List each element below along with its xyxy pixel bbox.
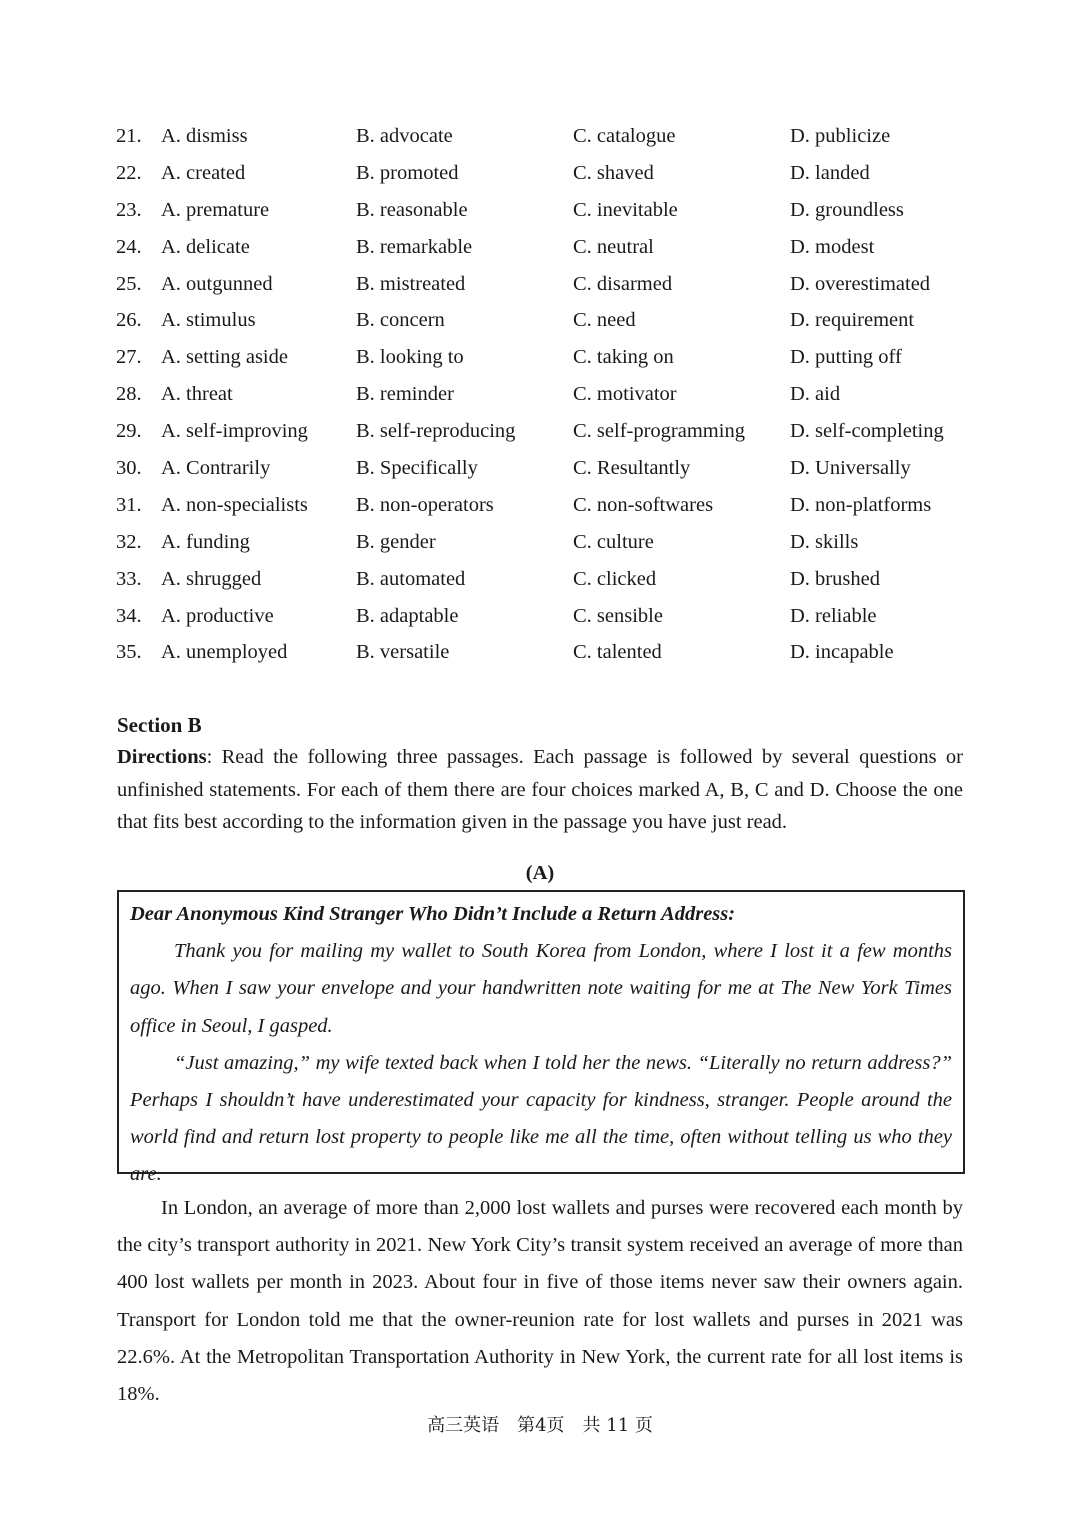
option-a: A. created: [161, 161, 246, 184]
option-d: D. groundless: [790, 198, 904, 221]
question-number: 23.: [116, 198, 142, 221]
option-b: B. looking to: [356, 346, 464, 369]
option-b: B. versatile: [356, 641, 450, 664]
option-b: B. reasonable: [356, 198, 468, 221]
question-number: 32.: [116, 530, 142, 553]
option-a: A. unemployed: [161, 641, 288, 664]
choice-row: [116, 634, 976, 671]
option-c: C. self-programming: [573, 420, 745, 443]
choice-row: [116, 376, 976, 413]
option-b: B. automated: [356, 567, 466, 590]
option-d: D. brushed: [790, 567, 880, 590]
body-paragraph-1: In London, an average of more than 2,000 lost wallets and purses were recovered each month by the city’s transport authority in 2021. New York City’s transit system received an average of more than 400 lost wallets per month in 2023. About four in five of those items never saw their owners again. Transport for London told me that the owner-reunion rate for lost wallets and purses in 2021 was 22.6%. At the Metropolitan Transportation Authority in New York, the current rate for all lost items is 18%.: [117, 1197, 963, 1406]
option-c: C. inevitable: [573, 198, 678, 221]
choice-row: [116, 118, 976, 155]
option-d: D. landed: [790, 161, 870, 184]
choice-row: [116, 155, 976, 192]
choice-row: [116, 192, 976, 229]
option-c: C. catalogue: [573, 125, 676, 147]
option-c: C. culture: [573, 530, 654, 553]
question-number: 35.: [116, 641, 142, 664]
option-d: D. non-platforms: [790, 493, 932, 516]
choice-row: [116, 524, 976, 561]
option-b: B. adaptable: [356, 604, 459, 627]
option-d: D. requirement: [790, 309, 915, 332]
choice-row: [116, 413, 976, 450]
option-d: D. publicize: [790, 125, 891, 147]
option-c: C. need: [573, 309, 636, 332]
option-a: A. dismiss: [161, 125, 248, 147]
option-d: D. incapable: [790, 641, 894, 664]
option-c: C. motivator: [573, 383, 677, 406]
option-b: B. mistreated: [356, 272, 466, 295]
choice-row: [116, 598, 976, 635]
option-a: A. premature: [161, 198, 270, 221]
option-a: A. setting aside: [161, 346, 288, 369]
letter-paragraph-2: “Just amazing,” my wife texted back when I told her the news. “Literally no return address?” Perhaps I shouldn’t have underestimated your capacity for kindness, stranger. People around the world find and return lost property to people like me all the time, often without telling us who they are.: [130, 1051, 952, 1186]
question-number: 28.: [116, 383, 142, 406]
option-c: C. clicked: [573, 567, 657, 590]
option-d: D. aid: [790, 383, 841, 406]
option-a: A. shrugged: [161, 567, 262, 590]
option-b: B. gender: [356, 530, 436, 553]
question-number: 33.: [116, 567, 142, 590]
option-a: A. Contrarily: [161, 457, 271, 480]
option-b: B. concern: [356, 309, 445, 332]
choice-row: [116, 302, 976, 339]
option-b: B. non-operators: [356, 493, 494, 516]
option-c: C. sensible: [573, 604, 663, 627]
passage-label: (A): [525, 862, 555, 884]
question-number: 27.: [116, 346, 142, 369]
option-d: D. self-completing: [790, 420, 944, 443]
question-number: 25.: [116, 272, 142, 295]
choice-row: [116, 561, 976, 598]
option-b: B. remarkable: [356, 235, 473, 258]
option-b: B. Specifically: [356, 457, 478, 480]
question-number: 34.: [116, 604, 142, 627]
directions-label: Directions: [117, 746, 207, 768]
question-number: 31.: [116, 493, 142, 516]
question-number: 24.: [116, 235, 142, 258]
option-a: A. threat: [161, 383, 233, 406]
letter-box: [117, 890, 965, 1186]
question-number: 21.: [116, 125, 142, 147]
option-a: A. non-specialists: [161, 493, 308, 516]
option-a: A. delicate: [161, 235, 250, 258]
option-b: B. advocate: [356, 125, 453, 147]
option-d: D. Universally: [790, 457, 911, 480]
option-c: C. disarmed: [573, 272, 673, 295]
option-d: D. skills: [790, 530, 859, 553]
option-b: B. promoted: [356, 161, 459, 184]
option-d: D. reliable: [790, 604, 877, 627]
choice-row: [116, 266, 976, 303]
option-c: C. Resultantly: [573, 457, 691, 480]
letter-paragraph-1: Thank you for mailing my wallet to South Korea from London, where I lost it a few months ago. When I saw your envelope and your handwritten note waiting for me at The New York Times office in Seoul, I gasped.: [130, 940, 952, 1037]
option-c: C. shaved: [573, 161, 654, 184]
question-number: 22.: [116, 161, 142, 184]
option-b: B. self-reproducing: [356, 420, 516, 443]
option-c: C. taking on: [573, 346, 674, 369]
option-c: C. neutral: [573, 235, 654, 258]
option-a: A. productive: [161, 604, 274, 627]
question-number: 29.: [116, 420, 142, 443]
option-c: C. non-softwares: [573, 493, 714, 516]
section-title: Section B: [117, 713, 202, 737]
option-d: D. modest: [790, 235, 875, 258]
option-b: B. reminder: [356, 383, 454, 406]
question-number: 26.: [116, 309, 142, 332]
letter-title: Dear Anonymous Kind Stranger Who Didn’t Include a Return Address:: [130, 903, 736, 925]
choices-table: [116, 118, 976, 671]
page-footer: 高三英语 第4页 共 11 页: [427, 1415, 653, 1436]
option-a: A. outgunned: [161, 272, 273, 295]
choice-row: [116, 450, 976, 487]
option-a: A. stimulus: [161, 309, 256, 332]
directions: [117, 741, 963, 839]
option-d: D. putting off: [790, 346, 902, 369]
directions-text: : Read the following three passages. Each passage is followed by several questions or unfinished statements. For each of them there are four choices marked A, B, C and D. Choose the one that fits best according to the information given in the passage you have just read.: [117, 746, 963, 833]
option-d: D. overestimated: [790, 272, 931, 295]
choice-row: [116, 487, 976, 524]
choice-row: [116, 339, 976, 376]
question-number: 30.: [116, 457, 142, 480]
choice-row: [116, 229, 976, 266]
option-a: A. funding: [161, 530, 250, 553]
option-c: C. talented: [573, 641, 662, 664]
option-a: A. self-improving: [161, 420, 308, 443]
